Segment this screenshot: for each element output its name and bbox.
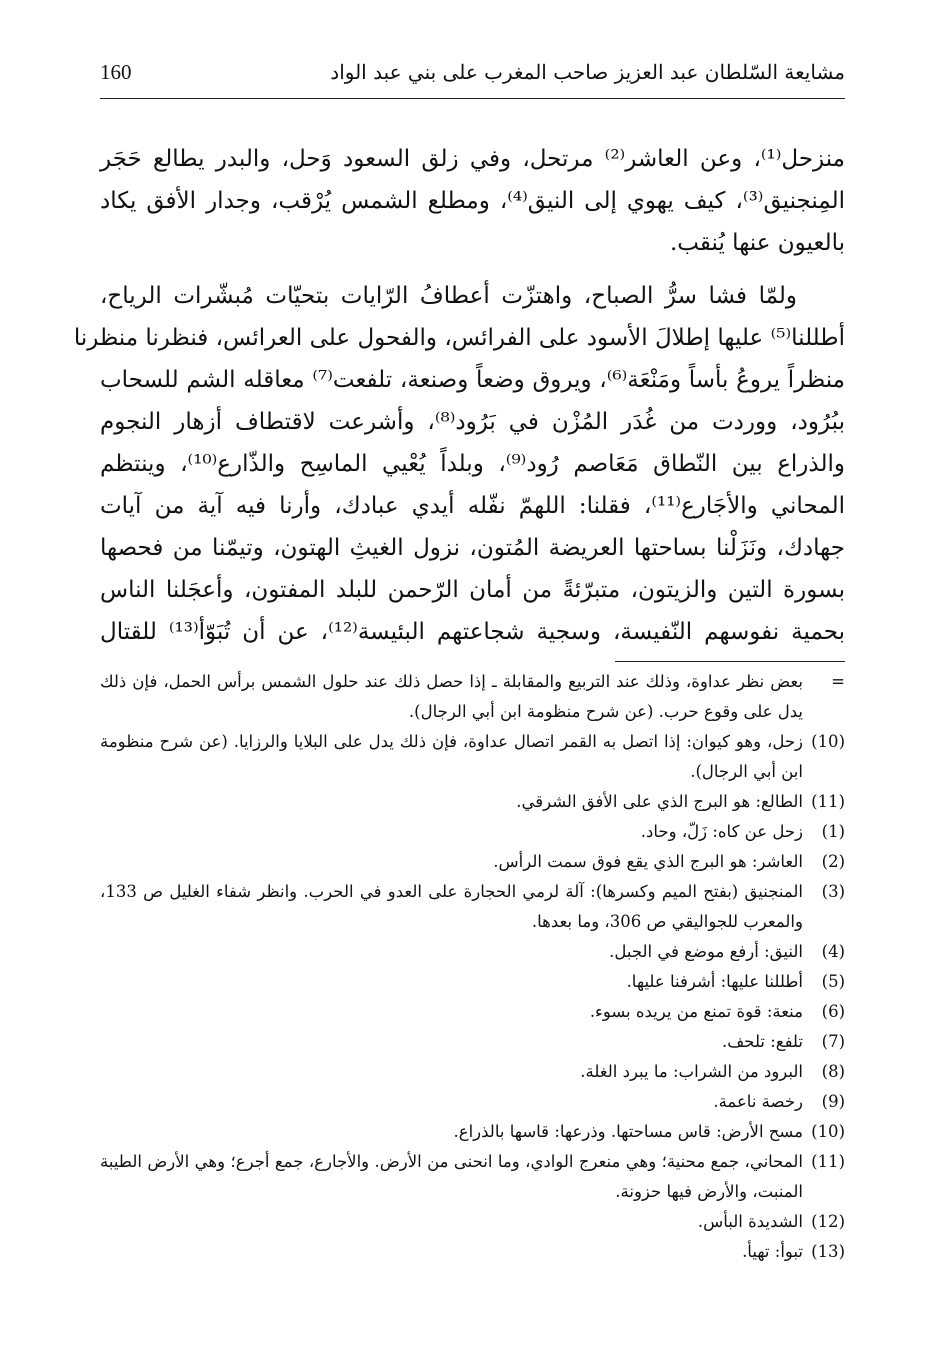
footnote-text: النيق: أرفع موضع في الجبل. xyxy=(609,942,803,961)
footnote xyxy=(100,1117,845,1147)
running-title: مشايعة السّلطان عبد العزيز صاحب المغرب على بني عبد الواد xyxy=(330,60,845,84)
footnote xyxy=(100,787,845,817)
footnote-number: = xyxy=(831,672,845,691)
footnote-text: الطالع: هو البرج الذي على الأفق الشرقي. xyxy=(516,792,803,811)
body-line: بحمية نفوسهم النّفيسة، وسجية شجاعتهم البئيسة⁽¹²⁾، عن أن تُبَوّأ⁽¹³⁾ للقتال xyxy=(100,619,845,645)
footnote xyxy=(100,877,845,937)
footnote xyxy=(100,1147,845,1207)
body-line: والذراع بين النّطاق مَعَاصم رُود⁽⁹⁾، وبلداً يُعْيي الماسِح والذّارع⁽¹⁰⁾، وينتظم xyxy=(100,451,845,477)
footnote-number: (10) xyxy=(811,1122,845,1141)
footnote-text: الشديدة البأس. xyxy=(697,1212,803,1231)
footnote-number: (5) xyxy=(821,972,845,991)
body-line: بالعيون عنها يُنقب. xyxy=(670,230,845,256)
body-line: جهادك، ونَزَلْنا بساحتها العريضة المُتون، نزول الغيثِ الهتون، وتيمّنا من فحصها xyxy=(100,535,845,561)
footnote xyxy=(100,847,845,877)
body-line: ببُرُود، ووردت من غُدَر المُزْن في بَرُود⁽⁸⁾، وأشرعت لاقتطاف أزهار النجوم xyxy=(100,409,845,435)
footnote xyxy=(100,997,845,1027)
footnote xyxy=(100,1237,845,1267)
footnote-text: زحل، وهو كيوان: إذا اتصل به القمر اتصال عداوة، فإن ذلك يدل على البلايا والرزايا. (عن شرح منظومة ابن أبي الرجال). xyxy=(100,732,803,781)
footnote xyxy=(100,1057,845,1087)
footnote-text: زحل عن كاه: زَلّ، وحاد. xyxy=(640,822,803,841)
footnote-number: (1) xyxy=(821,822,845,841)
footnote-text: منعة: قوة تمنع من يريده بسوء. xyxy=(589,1002,803,1021)
footnote xyxy=(100,667,845,727)
footnote-number: (13) xyxy=(811,1242,845,1261)
footnote-text: مسح الأرض: قاس مساحتها. وذرعها: قاسها بالذراع. xyxy=(453,1122,803,1141)
footnote-number: (11) xyxy=(811,792,845,811)
body-text xyxy=(73,138,845,653)
footnote-separator xyxy=(615,661,845,662)
footnote-number: (10) xyxy=(811,732,845,751)
footnote xyxy=(100,1207,845,1237)
footnote-number: (8) xyxy=(821,1062,845,1081)
footnote xyxy=(100,1087,845,1117)
body-line: المحاني والأجَارع⁽¹¹⁾، فقلنا: اللهمّ نفّله أيدي عبادك، وأرنا فيه آية من آيات xyxy=(100,493,845,519)
body-line: ولمّا فشا سرُّ الصباح، واهتزّت أعطافُ الرّايات بتحيّات مُبشّرات الرياح، xyxy=(100,283,797,309)
footnote-text: أطللنا عليها: أشرفنا عليها. xyxy=(626,972,803,991)
footnote-text: العاشر: هو البرج الذي يقع فوق سمت الرأس. xyxy=(493,852,803,871)
footnote-number: (6) xyxy=(821,1002,845,1021)
body-line: بسورة التين والزيتون، متبرّئةً من أمان الرّحمن للبلد المفتون، وأعجَلنا الناس xyxy=(100,577,845,603)
footnote-number: (3) xyxy=(821,882,845,901)
footnote-text: تبوأ: تهيأ. xyxy=(742,1242,803,1261)
footnote-number: (2) xyxy=(821,852,845,871)
footnote-number: (4) xyxy=(821,942,845,961)
footnote xyxy=(100,727,845,787)
footnote-text: البرود من الشراب: ما يبرد الغلة. xyxy=(580,1062,803,1081)
footnote xyxy=(100,937,845,967)
page-number: 160 xyxy=(100,60,132,84)
footnote xyxy=(100,1027,845,1057)
body-line: أطللنا⁽⁵⁾ عليها إطلالَ الأسود على الفرائس، والفحول على العرائس، فنظرنا منظرنا xyxy=(73,325,845,351)
footnote-number: (12) xyxy=(811,1212,845,1231)
footnote-number: (9) xyxy=(821,1092,845,1111)
footnote-number: (7) xyxy=(821,1032,845,1051)
footnote-number: (11) xyxy=(811,1152,845,1171)
footnote-text: المنجنيق (بفتح الميم وكسرها): آلة لرمي الحجارة على العدو في الحرب. وانظر شفاء الغليل ص 133، والمعرب للجواليقي ص 306، وما بعدها. xyxy=(100,882,803,931)
footnote xyxy=(100,967,845,997)
footnote xyxy=(100,817,845,847)
running-header xyxy=(100,58,845,99)
footnote-text: بعض نظر عداوة، وذلك عند التربيع والمقابلة ـ إذا حصل ذلك عند حلول الشمس برأس الحمل، فإن ذلك يدل على وقوع حرب. (عن شرح منظومة ابن أبي الرجال). xyxy=(100,672,803,721)
footnote-text: رخصة ناعمة. xyxy=(713,1092,803,1111)
body-line: منزحل⁽¹⁾، وعن العاشر⁽²⁾ مرتحل، وفي زلق السعود وَحل، والبدر يطالع حَجَر xyxy=(100,146,845,172)
body-line: منظراً يروعُ بأساً ومَنْعَة⁽⁶⁾، ويروق وضعاً وصنعة، تلفعت⁽⁷⁾ معاقله الشم للسحاب xyxy=(100,367,845,393)
footnote-text: المحاني، جمع محنية؛ وهي منعرج الوادي، وما انحنى من الأرض. والأجارع، جمع أجرع؛ وهي الأرض الطيبة المنبت، والأرض فيها حزونة. xyxy=(100,1152,803,1201)
footnote-text: تلفع: تلحف. xyxy=(721,1032,803,1051)
footnotes xyxy=(100,667,845,1267)
body-line: المِنجنيق⁽³⁾، كيف يهوي إلى النيق⁽⁴⁾، ومطلع الشمس يُرْقب، وجدار الأفق يكاد xyxy=(100,188,845,214)
